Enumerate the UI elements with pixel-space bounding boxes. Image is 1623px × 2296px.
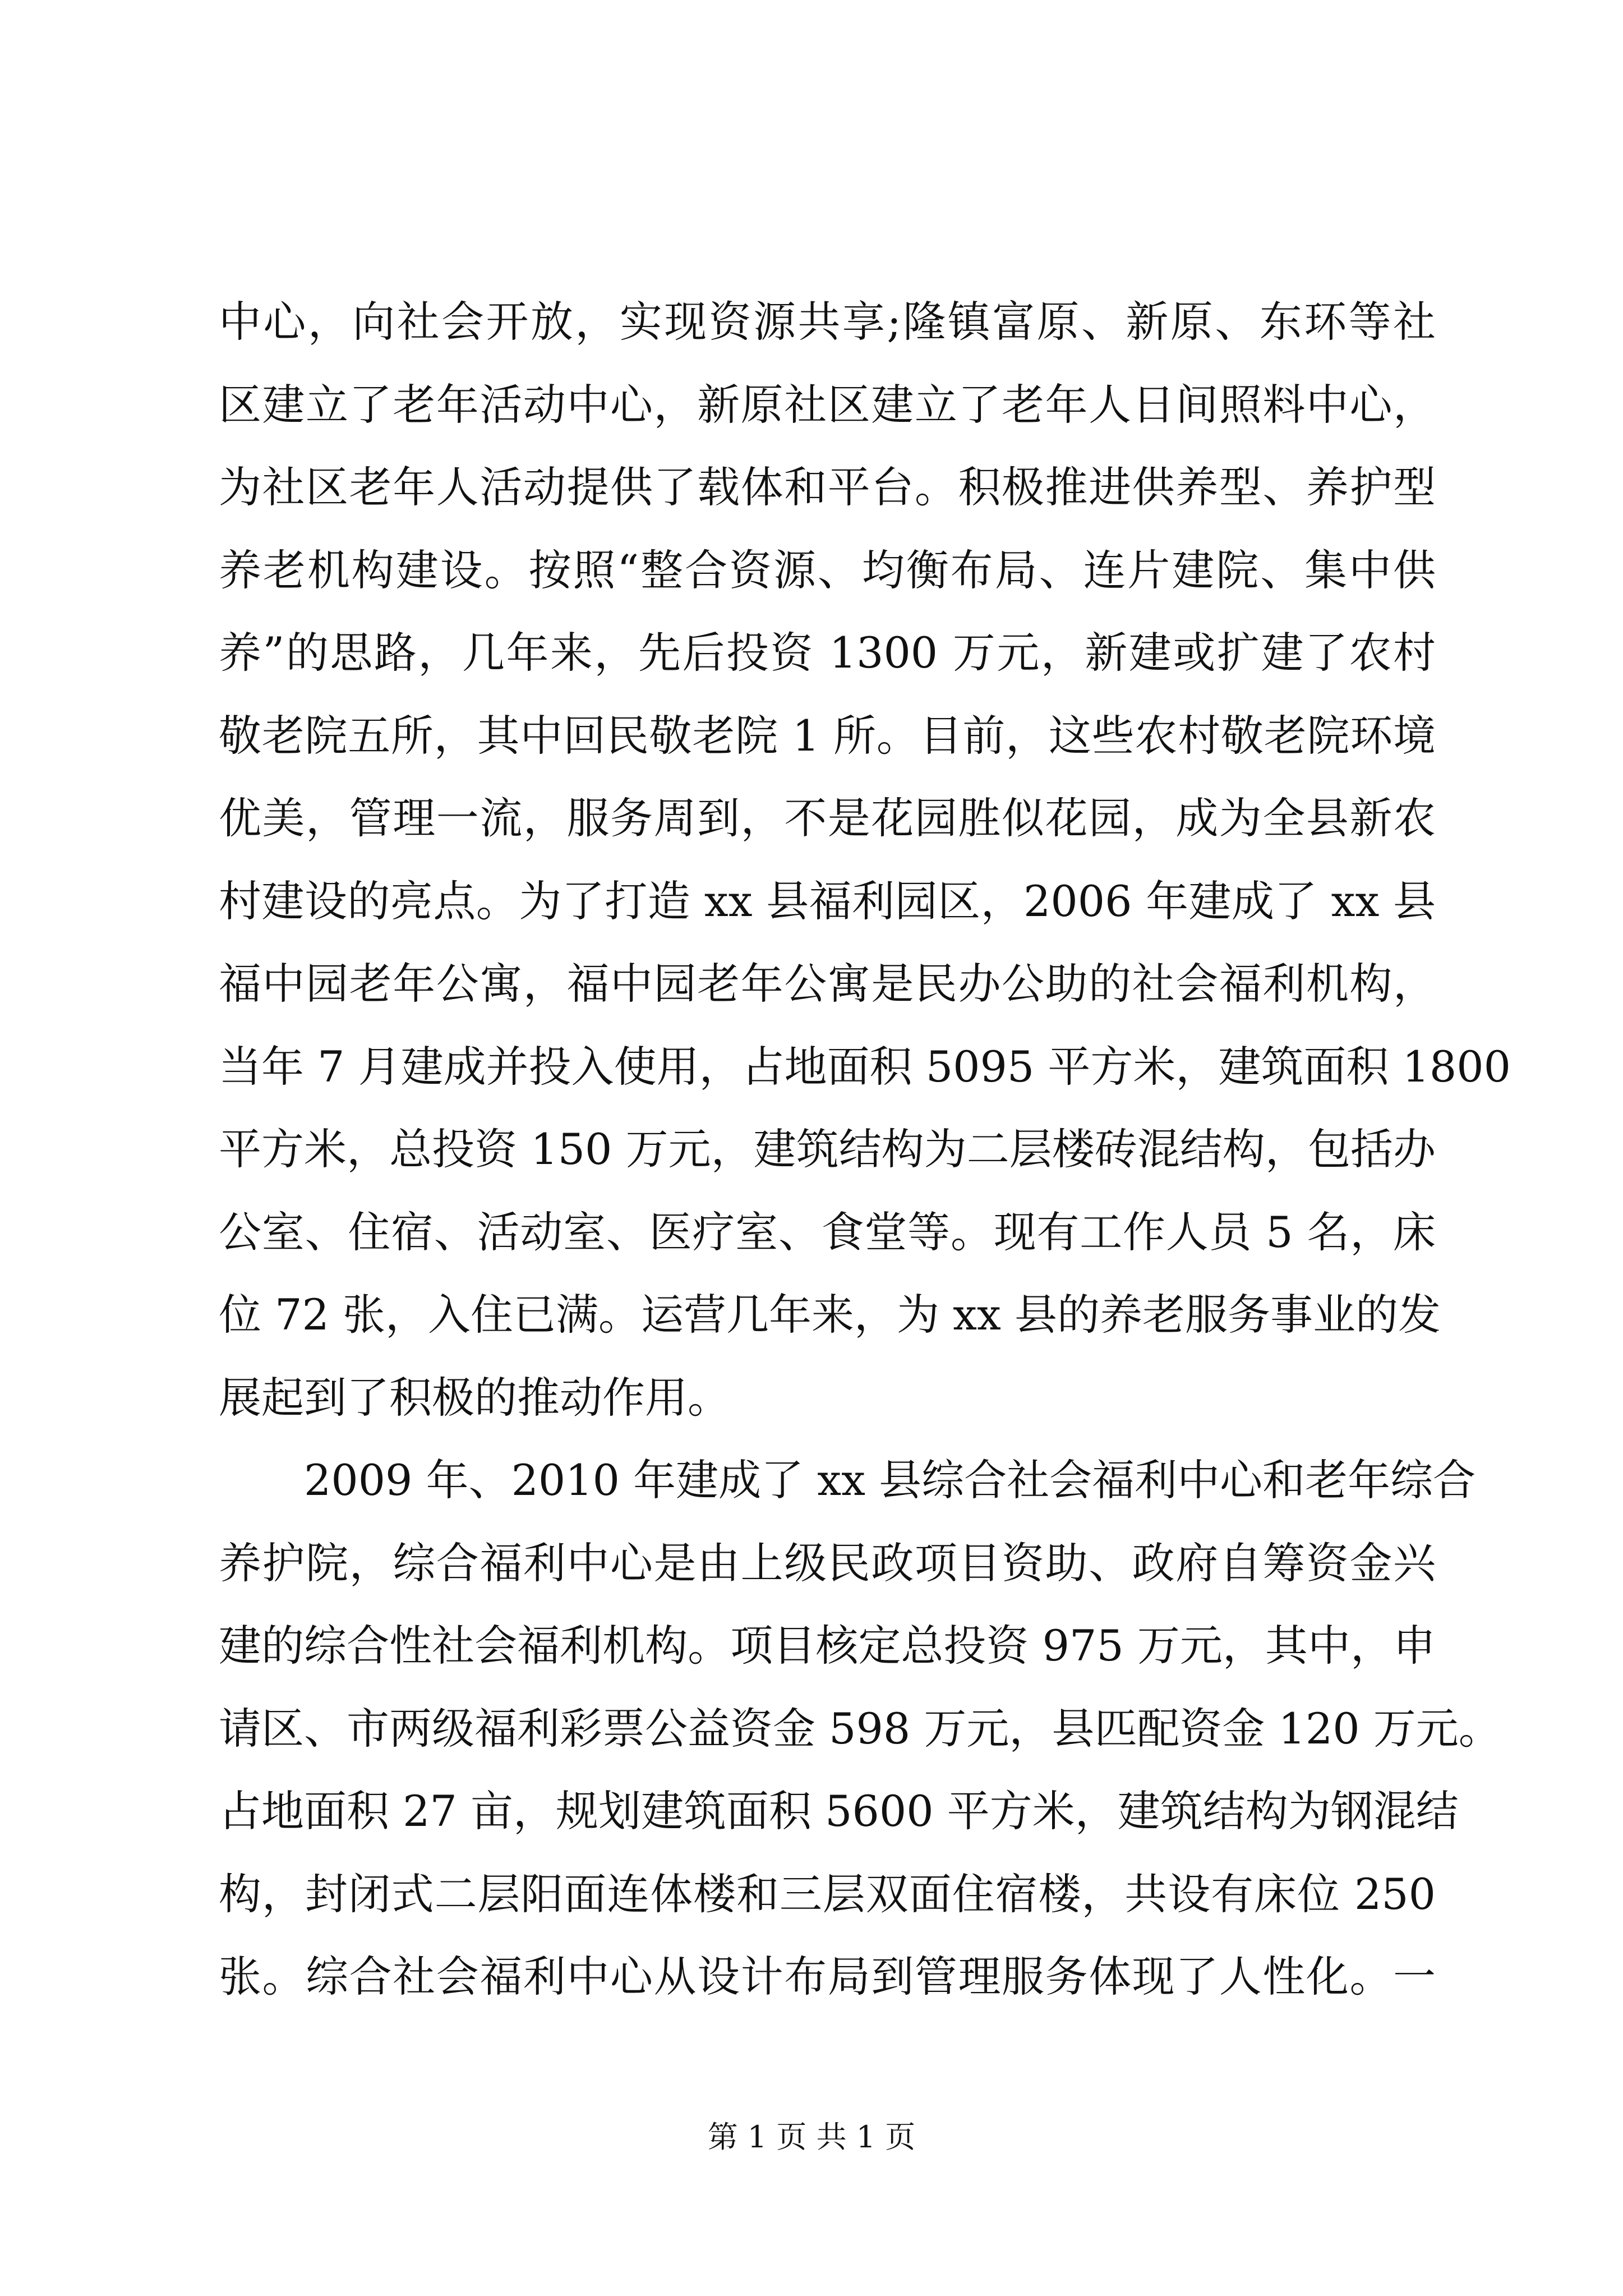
- paragraph-1: [219, 280, 1511, 1439]
- text-line: 2009 年、2010 年建成了 xx 县综合社会福利中心和老年综合: [219, 1455, 1476, 1505]
- text-line: 养护院，综合福利中心是由上级民政项目资助、政府自筹资金兴: [219, 1538, 1436, 1588]
- page-footer: [0, 2115, 1623, 2160]
- text-line: 张。综合社会福利中心从设计布局到管理服务体现了人性化。一: [219, 1952, 1436, 2001]
- text-line: 请区、市两级福利彩票公益资金 598 万元，县匹配资金 120 万元。: [219, 1703, 1501, 1754]
- text-line: 构，封闭式二层阳面连体楼和三层双面住宿楼，共设有床位 250: [219, 1869, 1436, 1919]
- text-line: 建的综合性社会福利机构。项目核定总投资 975 万元，其中，申: [219, 1621, 1436, 1671]
- text-line: 公室、住宿、活动室、医疗室、食堂等。现有工作人员 5 名，床: [219, 1207, 1436, 1257]
- text-line: 位 72 张，入住已满。运营几年来，为 xx 县的养老服务事业的发: [219, 1290, 1441, 1340]
- text-line: 区建立了老年活动中心，新原社区建立了老年人日间照料中心，: [219, 379, 1436, 430]
- paragraph-2: [219, 1439, 1501, 2018]
- body-text: [219, 280, 1511, 2018]
- text-line: 展起到了积极的推动作用。: [219, 1372, 730, 1423]
- text-line: 中心，向社会开放，实现资源共享;隆镇富原、新原、东环等社: [219, 297, 1436, 347]
- text-line: 村建设的亮点。为了打造 xx 县福利园区，2006 年建成了 xx 县: [219, 876, 1436, 926]
- text-line: 占地面积 27 亩，规划建筑面积 5600 平方米，建筑结构为钢混结: [219, 1786, 1459, 1836]
- text-line: 当年 7 月建成并投入使用，占地面积 5095 平方米，建筑面积 1800: [219, 1041, 1511, 1092]
- text-line: 优美，管理一流，服务周到，不是花园胜似花园，成为全县新农: [219, 793, 1436, 843]
- text-line: 敬老院五所，其中回民敬老院 1 所。目前，这些农村敬老院环境: [219, 710, 1436, 761]
- text-line: 养”的思路，几年来，先后投资 1300 万元，新建或扩建了农村: [219, 628, 1436, 678]
- page-number-label: 第 1 页 共 1 页: [707, 2119, 916, 2155]
- text-line: 平方米，总投资 150 万元，建筑结构为二层楼砖混结构，包括办: [219, 1124, 1436, 1174]
- text-line: 养老机构建设。按照“整合资源、均衡布局、连片建院、集中供: [219, 545, 1436, 595]
- text-line: 福中园老年公寓，福中园老年公寓是民办公助的社会福利机构，: [219, 959, 1436, 1009]
- text-line: 为社区老年人活动提供了载体和平台。积极推进供养型、养护型: [219, 462, 1436, 512]
